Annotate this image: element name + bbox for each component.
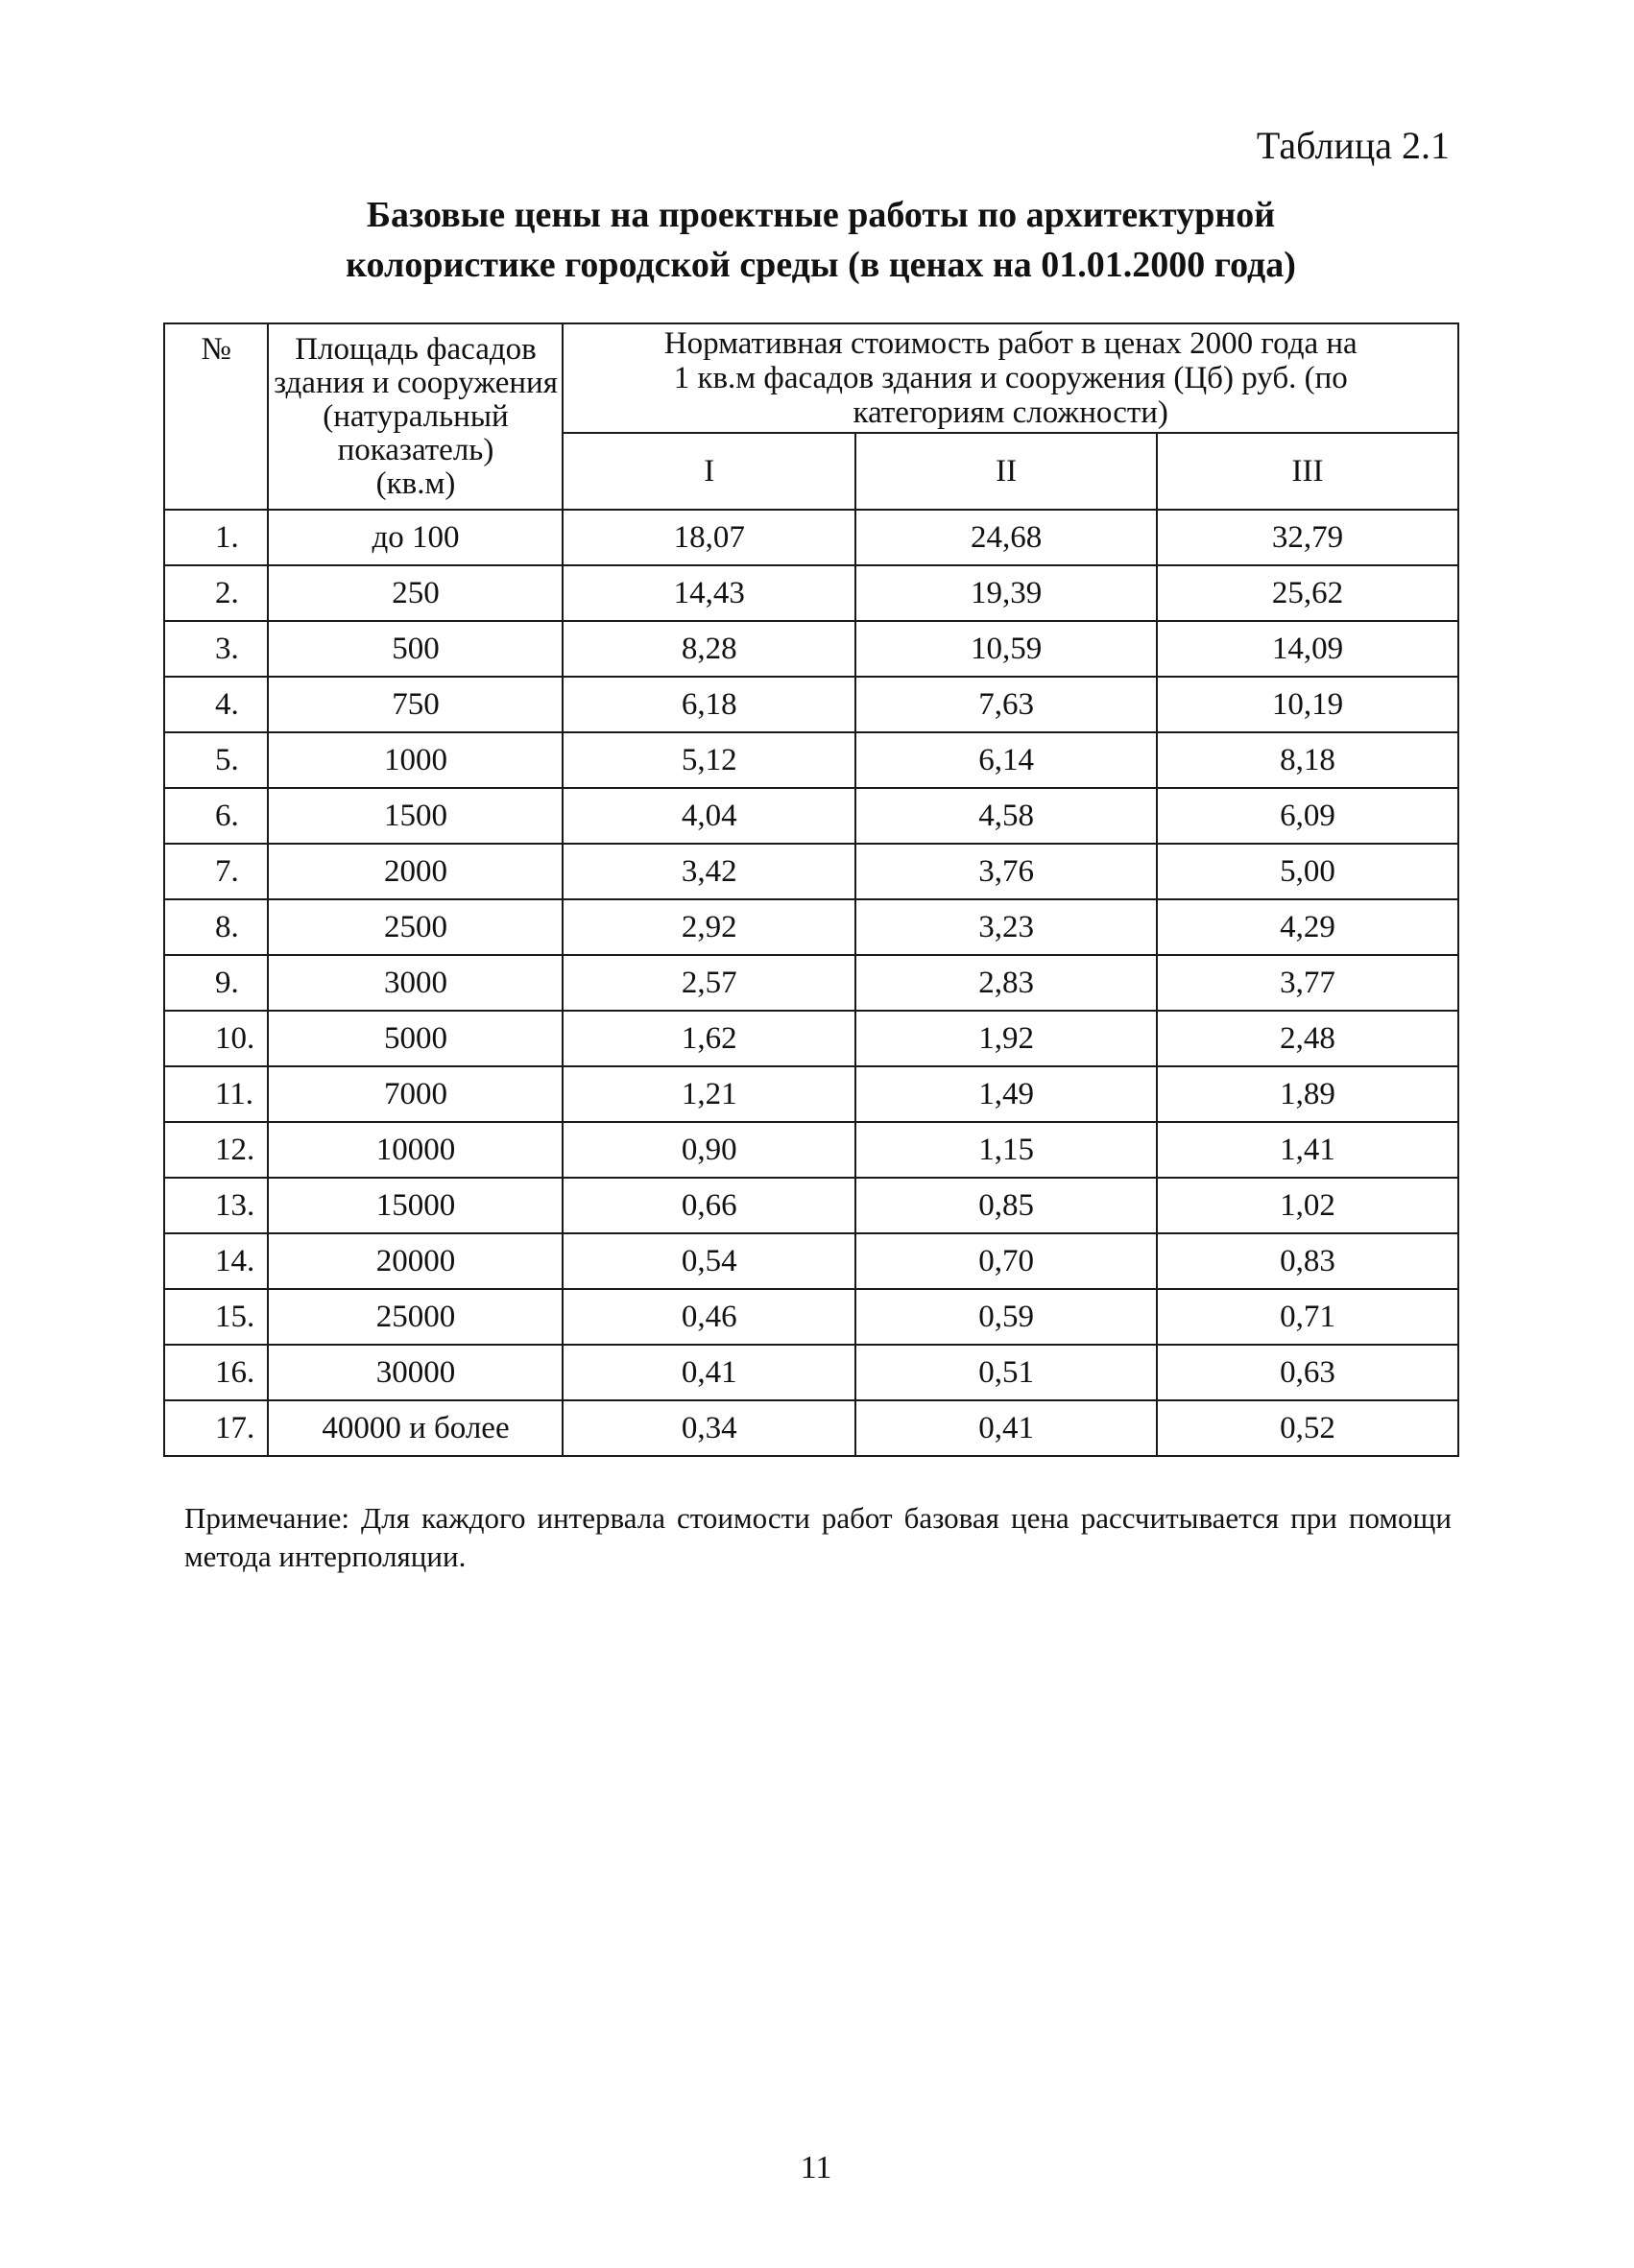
price-category-1-cell: 1,62 — [563, 1011, 855, 1066]
header-category-3: III — [1157, 433, 1458, 510]
area-cell: 40000 и более — [268, 1400, 563, 1456]
header-number: № — [164, 323, 268, 510]
table-row — [164, 1289, 1458, 1345]
row-number-cell: 14. — [164, 1233, 268, 1289]
price-category-1-cell: 0,46 — [563, 1289, 855, 1345]
page-number: 11 — [800, 2150, 832, 2185]
price-category-2-cell: 4,58 — [855, 788, 1157, 844]
title-line-2: колористике городской среды (в ценах на 01.01.2000 года) — [346, 245, 1296, 285]
row-number-cell: 10. — [164, 1011, 268, 1066]
row-number-cell: 9. — [164, 955, 268, 1011]
table-row — [164, 955, 1458, 1011]
row-number-cell: 12. — [164, 1122, 268, 1178]
price-category-1-cell: 8,28 — [563, 621, 855, 677]
table-row — [164, 1345, 1458, 1400]
table-row — [164, 1011, 1458, 1066]
header-area-line: (кв.м) — [375, 466, 456, 501]
price-category-2-cell: 3,23 — [855, 899, 1157, 955]
document-title — [192, 190, 1450, 290]
area-cell: 500 — [268, 621, 563, 677]
row-number-cell: 17. — [164, 1400, 268, 1456]
header-area-line: показатель) — [337, 432, 494, 467]
price-category-1-cell: 0,66 — [563, 1178, 855, 1233]
price-category-2-cell: 24,68 — [855, 510, 1157, 565]
price-category-3-cell: 6,09 — [1157, 788, 1458, 844]
price-category-2-cell: 0,41 — [855, 1400, 1157, 1456]
area-cell: до 100 — [268, 510, 563, 565]
header-cost-line: категориям сложности) — [853, 395, 1168, 430]
price-category-1-cell: 0,34 — [563, 1400, 855, 1456]
area-cell: 2000 — [268, 844, 563, 899]
row-number-cell: 1. — [164, 510, 268, 565]
area-cell: 30000 — [268, 1345, 563, 1400]
area-cell: 5000 — [268, 1011, 563, 1066]
row-number-cell: 11. — [164, 1066, 268, 1122]
table-body — [164, 510, 1458, 1456]
table-row — [164, 732, 1458, 788]
price-category-2-cell: 0,85 — [855, 1178, 1157, 1233]
header-area-line: Площадь фасадов — [295, 331, 537, 367]
price-category-2-cell: 1,49 — [855, 1066, 1157, 1122]
price-category-3-cell: 0,63 — [1157, 1345, 1458, 1400]
area-cell: 15000 — [268, 1178, 563, 1233]
price-category-2-cell: 7,63 — [855, 677, 1157, 732]
row-number-cell: 5. — [164, 732, 268, 788]
price-category-1-cell: 5,12 — [563, 732, 855, 788]
table-row — [164, 844, 1458, 899]
row-number-cell: 15. — [164, 1289, 268, 1345]
table-row — [164, 1066, 1458, 1122]
area-cell: 1000 — [268, 732, 563, 788]
header-row — [164, 323, 1458, 433]
price-category-3-cell: 8,18 — [1157, 732, 1458, 788]
price-category-1-cell: 6,18 — [563, 677, 855, 732]
header-cost-line: Нормативная стоимость работ в ценах 2000 года на — [663, 326, 1358, 361]
row-number-cell: 16. — [164, 1345, 268, 1400]
price-category-1-cell: 2,57 — [563, 955, 855, 1011]
price-category-3-cell: 0,71 — [1157, 1289, 1458, 1345]
note: Примечание: Для каждого интервала стоимости работ базовая цена рассчитывается при помощи метода интерполяции. — [184, 1501, 1452, 1573]
price-category-1-cell: 2,92 — [563, 899, 855, 955]
row-number-cell: 8. — [164, 899, 268, 955]
area-cell: 1500 — [268, 788, 563, 844]
table-row — [164, 677, 1458, 732]
row-number-cell: 13. — [164, 1178, 268, 1233]
area-cell: 750 — [268, 677, 563, 732]
area-cell: 20000 — [268, 1233, 563, 1289]
area-cell: 2500 — [268, 899, 563, 955]
title-line-1: Базовые цены на проектные работы по архитектурной — [366, 195, 1276, 235]
price-category-3-cell: 25,62 — [1157, 565, 1458, 621]
price-category-1-cell: 3,42 — [563, 844, 855, 899]
price-category-1-cell: 18,07 — [563, 510, 855, 565]
area-cell: 3000 — [268, 955, 563, 1011]
price-category-3-cell: 0,83 — [1157, 1233, 1458, 1289]
table-row — [164, 510, 1458, 565]
price-category-1-cell: 0,41 — [563, 1345, 855, 1400]
table-row — [164, 1400, 1458, 1456]
table-row — [164, 899, 1458, 955]
price-category-2-cell: 19,39 — [855, 565, 1157, 621]
header-area — [268, 323, 563, 510]
header-category-2: II — [855, 433, 1157, 510]
price-category-3-cell: 2,48 — [1157, 1011, 1458, 1066]
area-cell: 10000 — [268, 1122, 563, 1178]
price-category-3-cell: 5,00 — [1157, 844, 1458, 899]
price-category-2-cell: 0,59 — [855, 1289, 1157, 1345]
price-category-3-cell: 10,19 — [1157, 677, 1458, 732]
table-row — [164, 1178, 1458, 1233]
row-number-cell: 7. — [164, 844, 268, 899]
area-cell: 250 — [268, 565, 563, 621]
header-area-line: здания и сооружения — [274, 365, 558, 400]
price-category-1-cell: 0,90 — [563, 1122, 855, 1178]
price-category-2-cell: 0,70 — [855, 1233, 1157, 1289]
price-table — [163, 322, 1459, 1457]
price-category-2-cell: 1,15 — [855, 1122, 1157, 1178]
price-category-1-cell: 14,43 — [563, 565, 855, 621]
price-category-2-cell: 10,59 — [855, 621, 1157, 677]
price-category-3-cell: 32,79 — [1157, 510, 1458, 565]
row-number-cell: 4. — [164, 677, 268, 732]
row-number-cell: 3. — [164, 621, 268, 677]
table-caption: Таблица 2.1 — [1256, 124, 1450, 167]
price-category-3-cell: 1,89 — [1157, 1066, 1458, 1122]
header-category-1: I — [563, 433, 855, 510]
price-category-2-cell: 2,83 — [855, 955, 1157, 1011]
price-category-3-cell: 3,77 — [1157, 955, 1458, 1011]
header-area-line: (натуральный — [323, 398, 509, 434]
price-category-2-cell: 0,51 — [855, 1345, 1157, 1400]
table-row — [164, 1122, 1458, 1178]
area-cell: 25000 — [268, 1289, 563, 1345]
table-row — [164, 1233, 1458, 1289]
row-number-cell: 2. — [164, 565, 268, 621]
header-cost — [563, 323, 1458, 433]
price-category-3-cell: 4,29 — [1157, 899, 1458, 955]
area-cell: 7000 — [268, 1066, 563, 1122]
price-category-3-cell: 0,52 — [1157, 1400, 1458, 1456]
price-category-2-cell: 6,14 — [855, 732, 1157, 788]
price-category-3-cell: 1,02 — [1157, 1178, 1458, 1233]
price-category-2-cell: 3,76 — [855, 844, 1157, 899]
price-category-1-cell: 1,21 — [563, 1066, 855, 1122]
header-cost-line: 1 кв.м фасадов здания и сооружения (Цб) руб. (по — [673, 361, 1348, 395]
price-category-1-cell: 4,04 — [563, 788, 855, 844]
price-category-3-cell: 1,41 — [1157, 1122, 1458, 1178]
row-number-cell: 6. — [164, 788, 268, 844]
table-row — [164, 788, 1458, 844]
price-category-2-cell: 1,92 — [855, 1011, 1157, 1066]
price-category-1-cell: 0,54 — [563, 1233, 855, 1289]
price-category-3-cell: 14,09 — [1157, 621, 1458, 677]
table-row — [164, 621, 1458, 677]
table-row — [164, 565, 1458, 621]
